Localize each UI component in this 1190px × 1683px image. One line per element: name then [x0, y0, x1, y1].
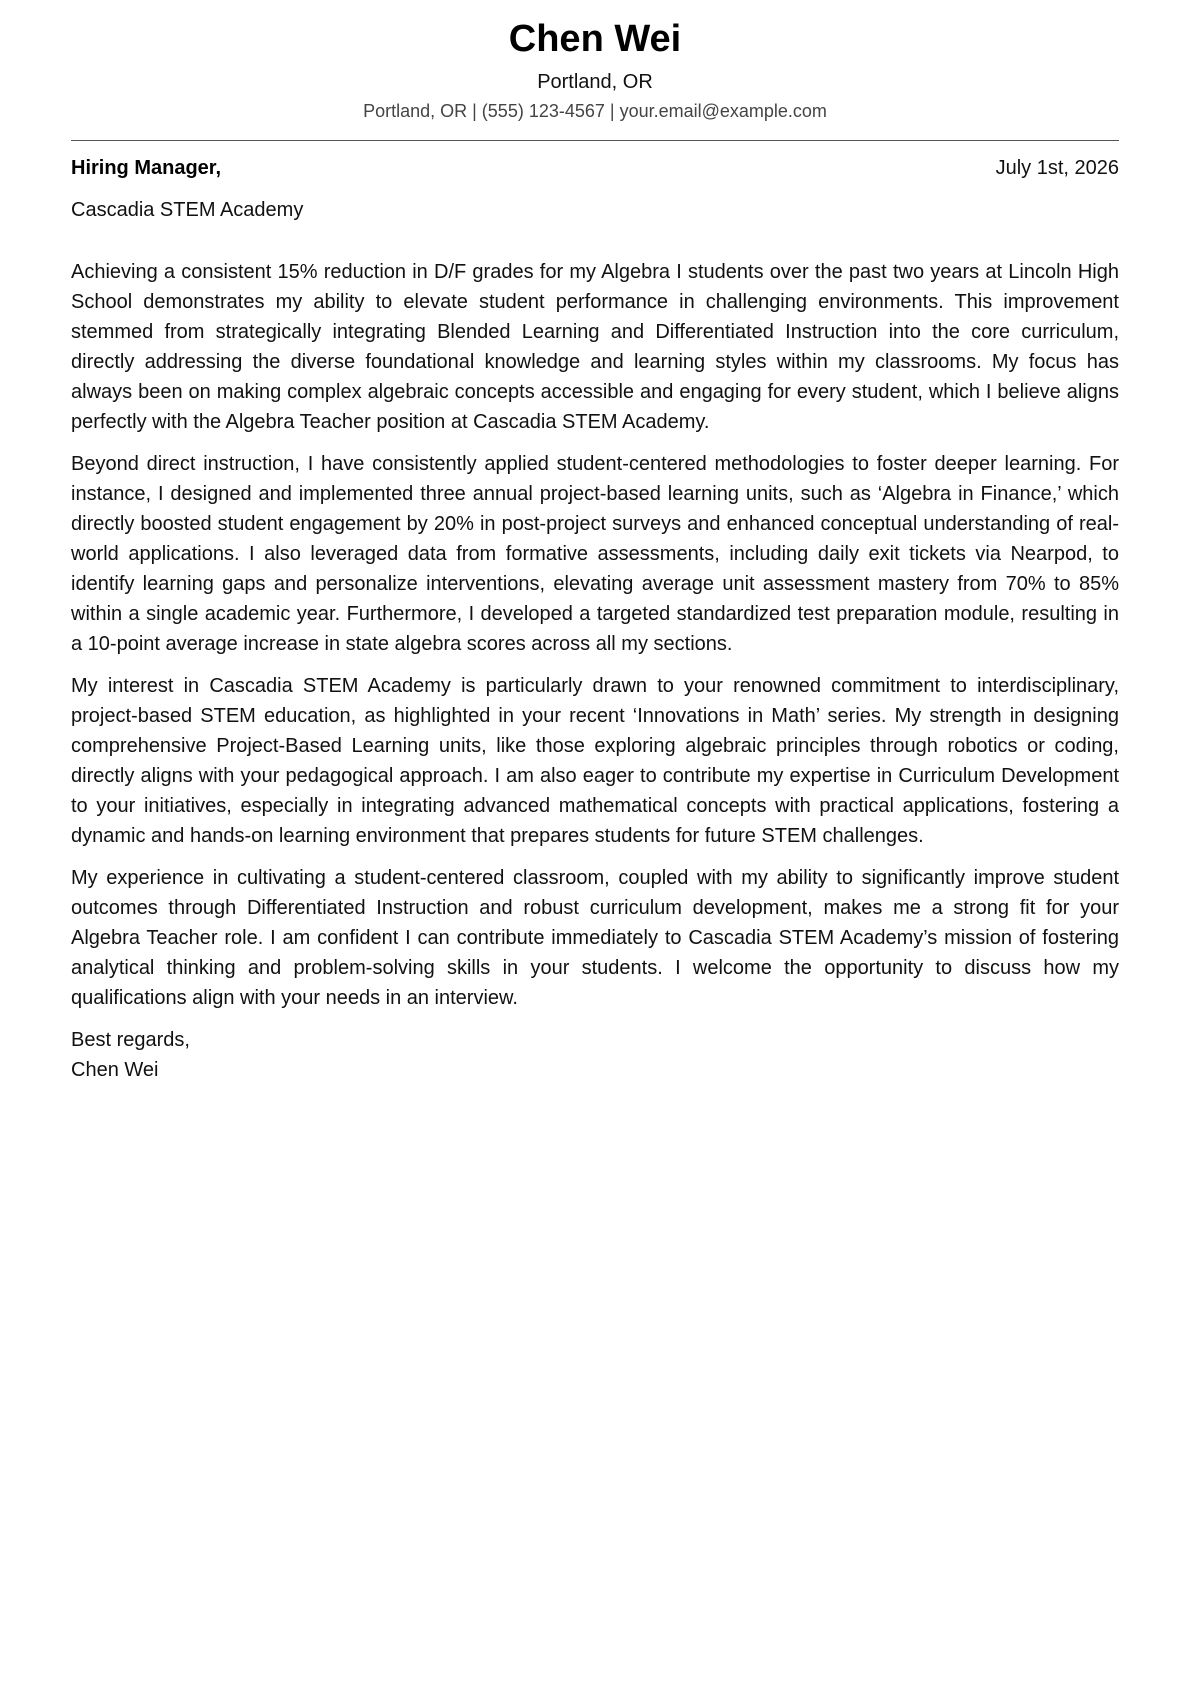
letter-date: July 1st, 2026 — [995, 157, 1119, 179]
signature-name: Chen Wei — [71, 1059, 159, 1081]
header-divider — [71, 140, 1119, 141]
letter-body — [71, 257, 1119, 1013]
body-paragraph-2: Beyond direct instruction, I have consistently applied student-centered methodologies to foster deeper learning. For instance, I designed and implemented three annual project-based learning units, such as ‘Algebra in Finance,’ which directly boosted student engagement by 20% in post-project surveys and enhanced conceptual understanding of real-world applications. I also leveraged data from formative assessments, including daily exit tickets via Nearpod, to identify learning gaps and personalize interventions, elevating average unit assessment mastery from 70% to 85% within a single academic year. Furthermore, I developed a targeted standardized test preparation module, resulting in a 10-point average increase in state algebra scores across all my sections. — [71, 453, 1119, 655]
body-paragraph-1: Achieving a consistent 15% reduction in D/F grades for my Algebra I students over the past two years at Lincoln High School demonstrates my ability to elevate student performance in challenging environments. This improvement stemmed from strategically integrating Blended Learning and Differentiated Instruction into the core curriculum, directly addressing the diverse foundational knowledge and learning styles within my classrooms. My focus has always been on making complex algebraic concepts accessible and engaging for every student, which I believe aligns perfectly with the Algebra Teacher position at Cascadia STEM Academy. — [71, 261, 1119, 433]
recipient-company: Cascadia STEM Academy — [71, 199, 304, 221]
sender-location: Portland, OR — [537, 71, 653, 93]
body-paragraph-3: My interest in Cascadia STEM Academy is particularly drawn to your renowned commitment to interdisciplinary, project-based STEM education, as highlighted in your recent ‘Innovations in Math’ series. My strength in designing comprehensive Project-Based Learning units, like those exploring algebraic principles through robotics or coding, directly aligns with your pedagogical approach. I am also eager to contribute my expertise in Curriculum Development to your initiatives, especially in integrating advanced mathematical concepts with practical applications, fostering a dynamic and hands-on learning environment that prepares students for future STEM challenges. — [71, 675, 1119, 847]
sign-off: Best regards, — [71, 1029, 190, 1051]
recipient-salutation: Hiring Manager, — [71, 157, 222, 179]
body-paragraph-4: My experience in cultivating a student-centered classroom, coupled with my ability to significantly improve student outcomes through Differentiated Instruction and robust curriculum development, makes me a strong fit for your Algebra Teacher role. I am confident I can contribute immediately to Cascadia STEM Academy’s mission of fostering analytical thinking and problem-solving skills in your students. I welcome the opportunity to discuss how my qualifications align with your needs in an interview. — [71, 867, 1119, 1009]
sender-contact-line: Portland, OR | (555) 123-4567 | your.email@example.com — [363, 101, 827, 121]
recipient-date-row — [71, 153, 1119, 183]
sender-name: Chen Wei — [508, 18, 682, 60]
letter-closing — [71, 1025, 1119, 1085]
letter-header — [71, 14, 1119, 124]
